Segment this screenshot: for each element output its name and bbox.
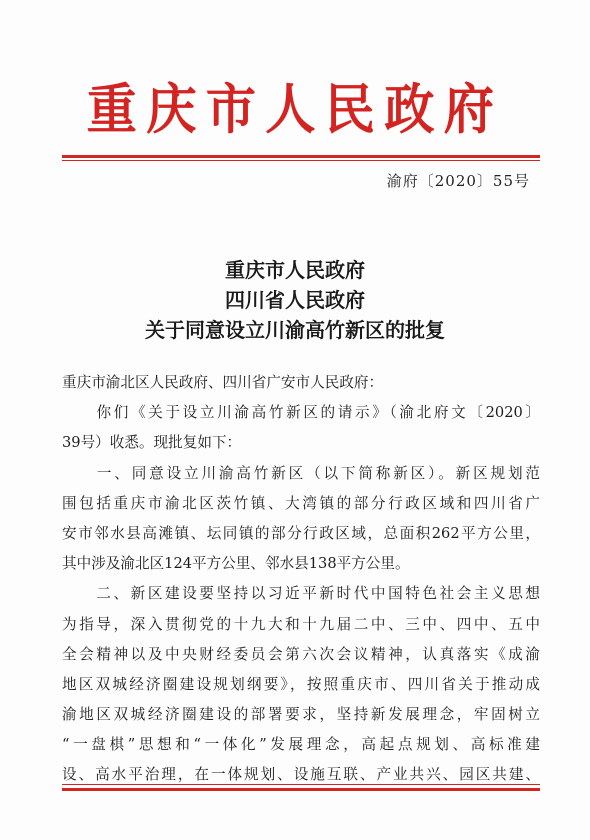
body-line: 围包括重庆市渝北区茨竹镇、大湾镇的部分行政区域和四川省广 (62, 494, 540, 512)
document-number: 渝府〔2020〕55号 (386, 172, 530, 190)
body-line: 渝地区双城经济圈建设的部署要求，坚持新发展理念，牢固树立 (62, 706, 540, 724)
body-line: 安市邻水县高滩镇、坛同镇的部分行政区域，总面积262平方公里， (62, 524, 540, 542)
body-line: 一、同意设立川渝高竹新区（以下简称新区）。新区规划范 (62, 464, 540, 482)
body-line: 地区双城经济圈建设规划纲要》，按照重庆市、四川省关于推动成 (62, 675, 540, 693)
masthead-title: 重庆市人民政府 (86, 77, 504, 141)
body-line: “一盘棋”思想和“一体化”发展理念，高起点规划、高标准建 (62, 736, 540, 754)
body-line: 为指导，深入贯彻党的十九大和十九届二中、三中、四中、五中 (62, 615, 540, 633)
document-body (62, 368, 540, 791)
masthead-rule-thin (62, 160, 540, 161)
footer-rule-thin (62, 784, 540, 785)
body-line: 设、高水平治理，在一体规划、设施互联、产业共兴、园区共建、 (62, 766, 540, 784)
title-line-3: 关于同意设立川渝高竹新区的批复 (145, 318, 445, 342)
masthead-rule-thick (62, 155, 540, 158)
footer-rule-thick (62, 788, 540, 791)
title-line-1: 重庆市人民政府 (225, 258, 365, 282)
document-title (0, 255, 590, 345)
body-line: 二、新区建设要坚持以习近平新时代中国特色社会主义思想 (62, 585, 540, 603)
body-line: 你们《关于设立川渝高竹新区的请示》（渝北府文〔2020〕 (62, 404, 540, 422)
body-line-addressee: 重庆市渝北区人民政府、四川省广安市人民政府： (62, 374, 384, 391)
title-line-2: 四川省人民政府 (225, 288, 365, 312)
body-line: 全会精神以及中央财经委员会第六次会议精神，认真落实《成渝 (62, 645, 540, 663)
body-line: 其中涉及渝北区124平方公里、邻水县138平方公里。 (62, 555, 410, 573)
body-line: 39号）收悉。现批复如下： (62, 434, 242, 452)
